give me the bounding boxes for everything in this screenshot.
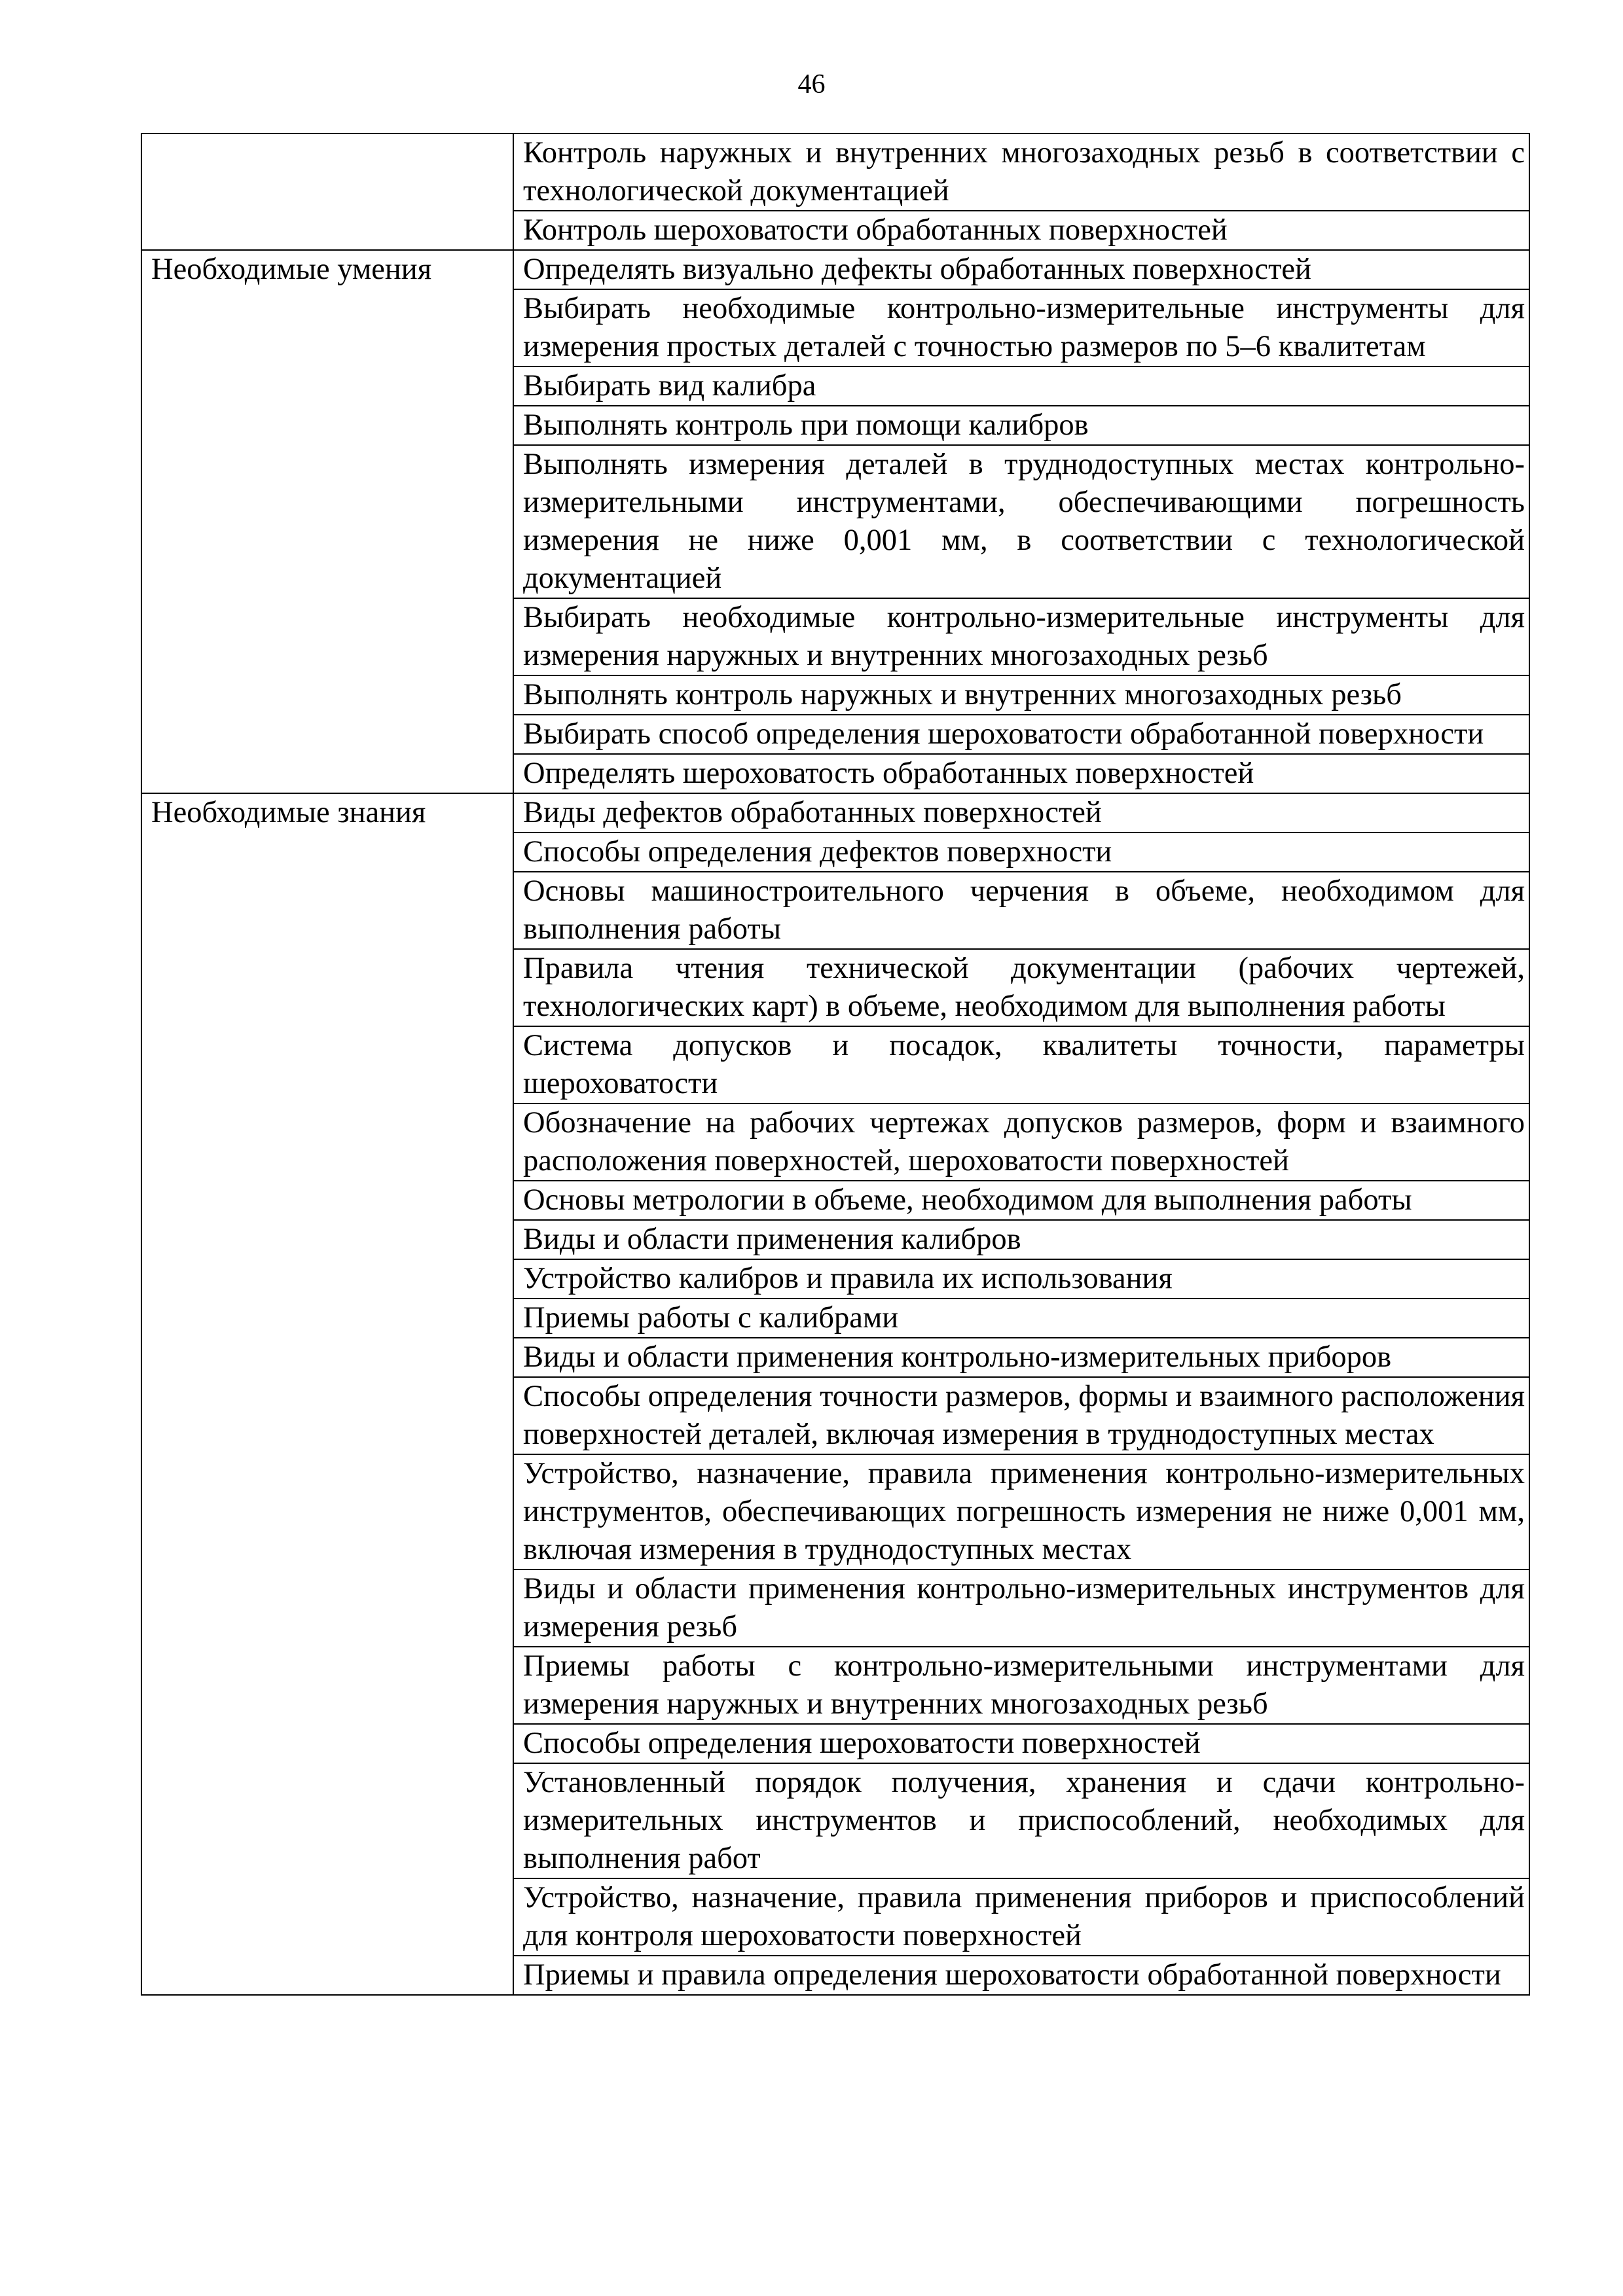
table-cell-item: Выполнять контроль при помощи калибров xyxy=(513,406,1529,445)
table-cell-item: Выбирать необходимые контрольно-измерительные инструменты для измерения наружных и внутренних многозаходных резьб xyxy=(513,598,1529,675)
category-cell-skills: Необходимые умения xyxy=(141,250,513,793)
table-cell-item: Основы машиностроительного черчения в объеме, необходимом для выполнения работы xyxy=(513,872,1529,949)
requirements-table-body xyxy=(141,134,1529,1995)
table-cell-item: Выбирать необходимые контрольно-измерительные инструменты для измерения простых деталей с точностью размеров по 5–6 квалитетам xyxy=(513,289,1529,367)
table-cell-item: Контроль наружных и внутренних многозаходных резьб в соответствии с технологической документацией xyxy=(513,134,1529,211)
table-cell-item: Выбирать вид калибра xyxy=(513,367,1529,406)
table-cell-item: Контроль шероховатости обработанных поверхностей xyxy=(513,211,1529,250)
table-cell-item: Выбирать способ определения шероховатости обработанной поверхности xyxy=(513,715,1529,754)
table-cell-item: Приемы и правила определения шероховатости обработанной поверхности xyxy=(513,1956,1529,1995)
table-cell-item: Виды и области применения контрольно-измерительных инструментов для измерения резьб xyxy=(513,1570,1529,1647)
table-row xyxy=(141,134,1529,211)
table-cell-item: Система допусков и посадок, квалитеты точности, параметры шероховатости xyxy=(513,1026,1529,1103)
table-cell-item: Определять визуально дефекты обработанных поверхностей xyxy=(513,250,1529,289)
category-cell-knowledge: Необходимые знания xyxy=(141,793,513,1995)
page-number: 46 xyxy=(797,69,826,99)
table-cell-item: Приемы работы с калибрами xyxy=(513,1299,1529,1338)
table-cell-item: Правила чтения технической документации (рабочих чертежей, технологических карт) в объеме, необходимом для выполнения работы xyxy=(513,949,1529,1026)
table-cell-item: Устройство калибров и правила их использования xyxy=(513,1259,1529,1299)
requirements-table xyxy=(141,133,1530,1996)
table-cell-item: Обозначение на рабочих чертежах допусков размеров, форм и взаимного расположения поверхностей, шероховатости поверхностей xyxy=(513,1103,1529,1181)
table-cell-item: Устройство, назначение, правила применения приборов и приспособлений для контроля шероховатости поверхностей xyxy=(513,1878,1529,1956)
table-cell-item: Установленный порядок получения, хранения и сдачи контрольно-измерительных инструментов и приспособлений, необходимых для выполнения работ xyxy=(513,1763,1529,1878)
table-cell-item: Устройство, назначение, правила применения контрольно-измерительных инструментов, обеспечивающих погрешность измерения не ниже 0,001 мм, включая измерения в труднодоступных местах xyxy=(513,1454,1529,1570)
table-cell-item: Выполнять контроль наружных и внутренних многозаходных резьб xyxy=(513,675,1529,715)
table-cell-item: Основы метрологии в объеме, необходимом для выполнения работы xyxy=(513,1181,1529,1220)
table-cell-item: Способы определения точности размеров, формы и взаимного расположения поверхностей деталей, включая измерения в труднодоступных местах xyxy=(513,1377,1529,1454)
table-cell-item: Выполнять измерения деталей в труднодоступных местах контрольно-измерительными инструментами, обеспечивающими погрешность измерения не ниже 0,001 мм, в соответствии с технологической документацией xyxy=(513,445,1529,598)
table-row xyxy=(141,793,1529,833)
table-cell-item: Приемы работы с контрольно-измерительными инструментами для измерения наружных и внутренних многозаходных резьб xyxy=(513,1647,1529,1724)
table-cell-item: Виды и области применения контрольно-измерительных приборов xyxy=(513,1338,1529,1377)
table-cell-item: Определять шероховатость обработанных поверхностей xyxy=(513,754,1529,793)
table-row xyxy=(141,250,1529,289)
table-cell-item: Способы определения дефектов поверхности xyxy=(513,833,1529,872)
category-cell-continued xyxy=(141,134,513,250)
table-cell-item: Способы определения шероховатости поверхностей xyxy=(513,1724,1529,1763)
table-cell-item: Виды дефектов обработанных поверхностей xyxy=(513,793,1529,833)
table-cell-item: Виды и области применения калибров xyxy=(513,1220,1529,1259)
